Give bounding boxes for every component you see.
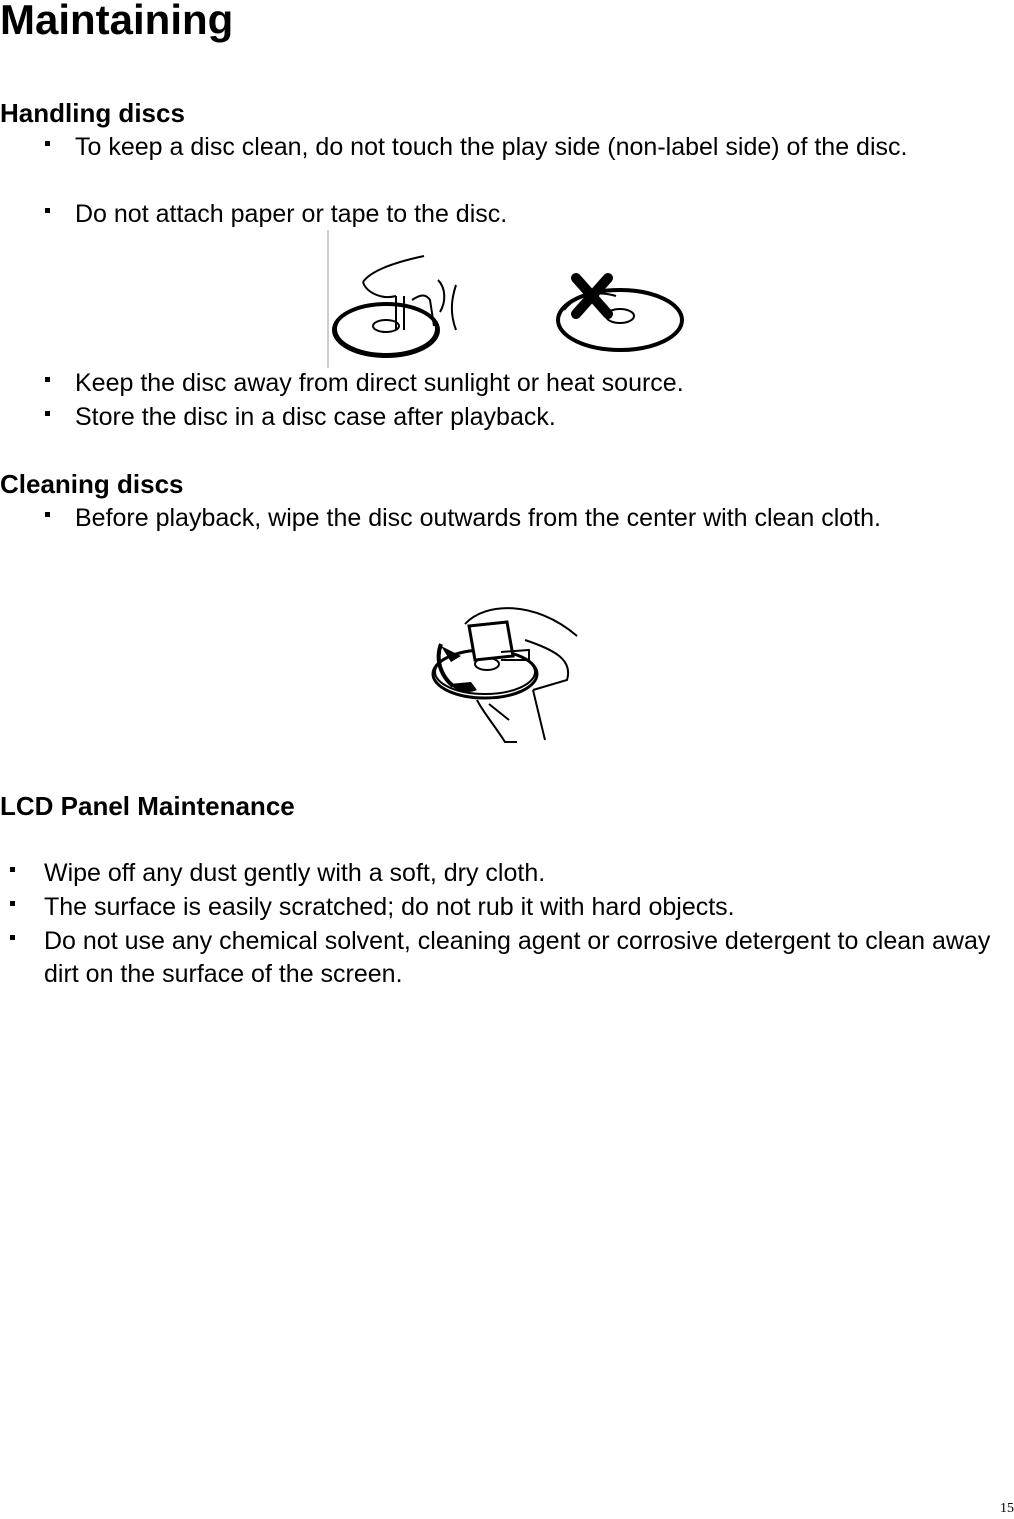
- bullet-marker: [45, 208, 50, 213]
- list-item-text: Wipe off any dust gently with a soft, dry cloth.: [44, 859, 546, 887]
- list-item-text: Do not attach paper or tape to the disc.: [75, 200, 508, 228]
- bullet-marker: [45, 411, 50, 416]
- bullet-marker: [10, 867, 15, 872]
- list-item-text: Keep the disc away from direct sunlight or heat source.: [75, 369, 684, 397]
- list-item-text: Store the disc in a disc case after playback.: [75, 403, 556, 431]
- disc-handling-illustration: [326, 230, 688, 368]
- wrong-hold-disc-icon: [558, 278, 682, 350]
- handling-discs-heading: Handling discs: [0, 98, 185, 128]
- cleaning-discs-heading: Cleaning discs: [0, 469, 184, 499]
- bullet-marker: [45, 377, 50, 382]
- bullet-marker: [10, 935, 15, 940]
- lcd-maintenance-heading: LCD Panel Maintenance: [0, 791, 295, 821]
- hand-wiping-disc-icon: [433, 608, 577, 742]
- disc-cleaning-illustration: [405, 600, 610, 756]
- list-item-text: To keep a disc clean, do not touch the play side (non-label side) of the disc.: [75, 133, 908, 161]
- bullet-marker: [45, 512, 50, 517]
- correct-hold-disc-icon: [334, 256, 456, 356]
- list-item-text: Do not use any chemical solvent, cleaning agent or corrosive detergent to clean away dirt on the surface of the screen.: [44, 927, 991, 988]
- page-title: Maintaining: [0, 0, 234, 43]
- list-item-text: The surface is easily scratched; do not rub it with hard objects.: [44, 893, 735, 921]
- list-item-text: Before playback, wipe the disc outwards from the center with clean cloth.: [75, 504, 881, 532]
- bullet-marker: [45, 141, 50, 146]
- bullet-marker: [10, 901, 15, 906]
- page-number: 15: [1000, 1501, 1014, 1516]
